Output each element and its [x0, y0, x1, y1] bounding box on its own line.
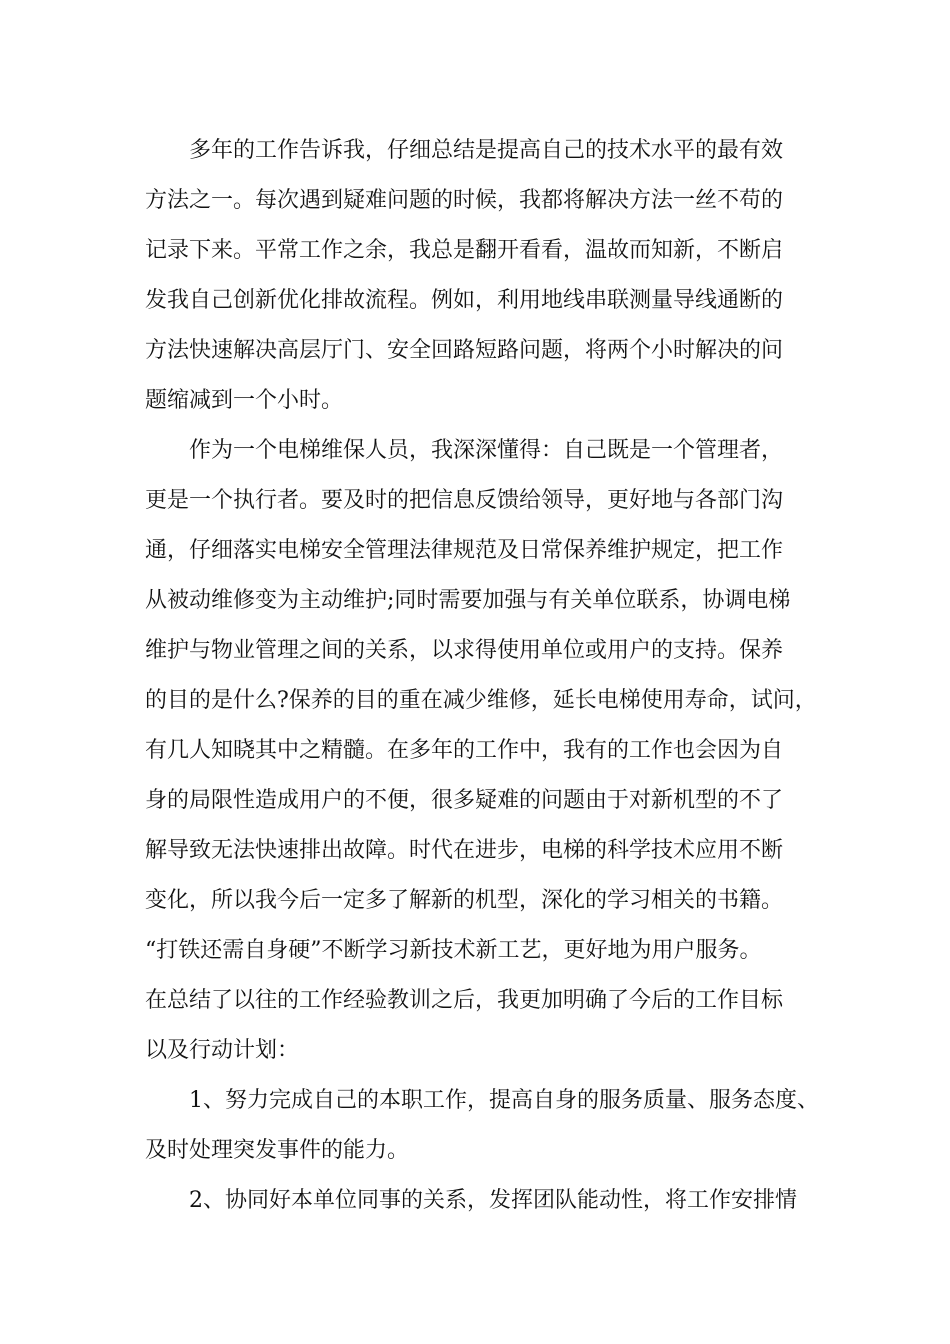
- text-line: 作为一个电梯维保人员，我深深懂得：自己既是一个管理者，: [189, 438, 784, 463]
- text-line: 从被动维修变为主动维护;同时需要加强与有关单位联系，协调电梯: [145, 588, 791, 613]
- text-line: 变化，所以我今后一定多了解新的机型，深化的学习相关的书籍。: [145, 888, 784, 913]
- text-line: 记录下来。平常工作之余，我总是翻开看看，温故而知新，不断启: [145, 238, 784, 263]
- text-line: 1、努力完成自己的本职工作，提高自身的服务质量、服务态度、: [189, 1088, 819, 1113]
- text-line: 的目的是什么?保养的目的重在减少维修，延长电梯使用寿命，试问，: [145, 688, 817, 713]
- text-line: 方法之一。每次遇到疑难问题的时候，我都将解决方法一丝不苟的: [145, 188, 784, 213]
- text-line: 解导致无法快速排出故障。时代在进步，电梯的科学技术应用不断: [145, 838, 784, 863]
- document-body: [145, 126, 830, 1226]
- text-line: 以及行动计划：: [145, 1038, 300, 1063]
- paragraph-role: [145, 426, 830, 1076]
- text-line: 更是一个执行者。要及时的把信息反馈给领导，更好地与各部门沟: [145, 488, 784, 513]
- text-line: 维护与物业管理之间的关系，以求得使用单位或用户的支持。保养: [145, 638, 784, 663]
- paragraph-plan-item-2: [145, 1176, 830, 1226]
- text-line: 及时处理突发事件的能力。: [145, 1138, 410, 1163]
- text-line: 在总结了以往的工作经验教训之后，我更加明确了今后的工作目标: [145, 988, 784, 1013]
- text-line: 方法快速解决高层厅门、安全回路短路问题，将两个小时解决的问: [145, 338, 784, 363]
- text-line: 发我自己创新优化排故流程。例如，利用地线串联测量导线通断的: [145, 288, 784, 313]
- text-line: 通，仔细落实电梯安全管理法律规范及日常保养维护规定，把工作: [145, 538, 784, 563]
- text-line: “打铁还需自身硬”不断学习新技术新工艺，更好地为用户服务。: [145, 938, 762, 963]
- text-line: 多年的工作告诉我，仔细总结是提高自己的技术水平的最有效: [189, 138, 784, 163]
- paragraph-plan-item-1: [145, 1076, 830, 1176]
- text-line: 身的局限性造成用户的不便，很多疑难的问题由于对新机型的不了: [145, 788, 784, 813]
- paragraph-summary: [145, 126, 830, 426]
- text-line: 有几人知晓其中之精髓。在多年的工作中，我有的工作也会因为自: [145, 738, 784, 763]
- text-line: 题缩减到一个小时。: [145, 388, 344, 413]
- text-line: 2、协同好本单位同事的关系，发挥团队能动性，将工作安排情: [189, 1188, 797, 1213]
